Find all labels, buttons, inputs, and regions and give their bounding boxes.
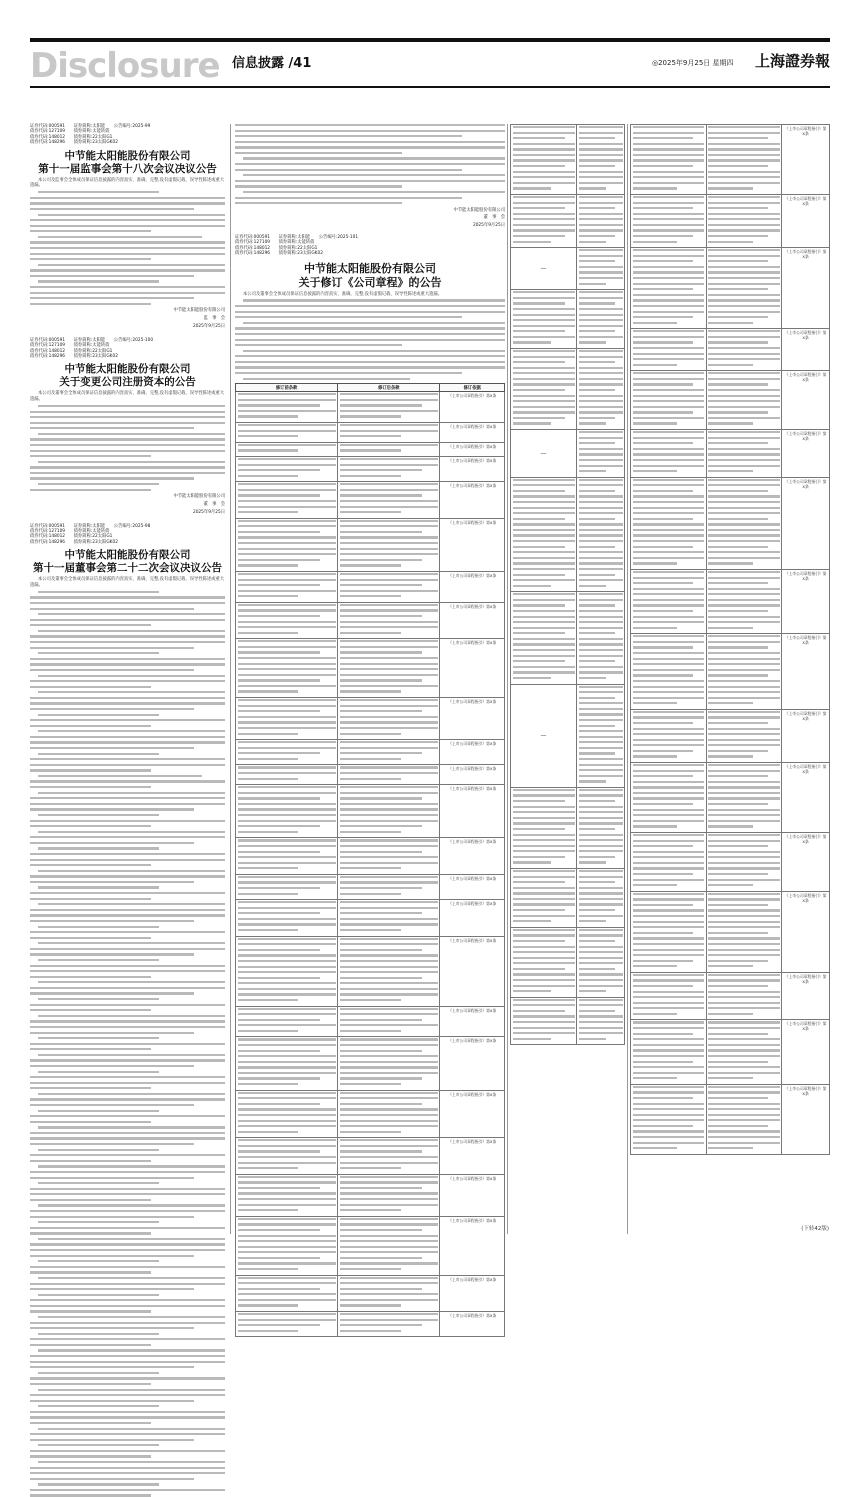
table-row xyxy=(511,869,625,928)
basis-cell: 《上市公司章程指引》第X条 xyxy=(782,329,830,371)
signature-board: 董 事 会 xyxy=(203,502,225,508)
notice-title: 关于修订《公司章程》的公告 xyxy=(298,275,442,289)
original-clause-cell xyxy=(631,569,707,633)
original-clause-cell xyxy=(236,900,338,936)
signature-date: 2025年9月25日 xyxy=(472,223,505,229)
revised-clause-cell xyxy=(577,684,625,787)
revised-clause-cell xyxy=(706,1020,782,1084)
original-clause-cell: — xyxy=(511,684,577,787)
original-clause-cell xyxy=(511,787,577,868)
table-row xyxy=(236,874,505,899)
original-clause-cell xyxy=(511,348,577,429)
revised-clause-cell xyxy=(706,763,782,833)
revised-clause-cell xyxy=(577,787,625,868)
original-clause-cell xyxy=(236,1216,338,1275)
notice-title-company: 中节能太阳能股份有限公司 xyxy=(64,363,191,376)
original-clause-cell xyxy=(236,1037,338,1090)
table-row xyxy=(631,634,830,710)
original-clause-cell xyxy=(631,125,707,195)
table-row xyxy=(236,571,505,602)
table-row xyxy=(631,248,830,329)
original-clause-cell xyxy=(631,1020,707,1084)
revised-clause-cell xyxy=(577,869,625,928)
table-row xyxy=(631,371,830,430)
original-clause-cell xyxy=(511,125,577,195)
original-clause-cell xyxy=(631,430,707,478)
revised-clause-cell xyxy=(338,1037,440,1090)
basis-cell: 《上市公司章程指引》第X条 xyxy=(782,430,830,478)
column-header-basis: 修订依据 xyxy=(440,384,505,392)
revised-clause-cell xyxy=(338,874,440,899)
table-row xyxy=(236,785,505,838)
basis-cell: 《上市公司章程指引》第X条 xyxy=(782,832,830,891)
revised-clause-cell xyxy=(338,602,440,638)
table-row xyxy=(236,838,505,874)
original-clause-cell xyxy=(631,709,707,762)
table-row xyxy=(631,832,830,891)
original-clause-cell xyxy=(511,869,577,928)
table-row xyxy=(236,900,505,936)
original-clause-cell xyxy=(236,1090,338,1138)
basis-cell: 《上市公司章程指引》第X条 xyxy=(440,785,505,838)
original-clause-cell xyxy=(631,248,707,329)
basis-cell: 《上市公司章程指引》第X条 xyxy=(440,423,505,443)
revised-clause-cell xyxy=(338,571,440,602)
revised-clause-cell xyxy=(338,392,440,423)
issue-date: ◎2025年9月25日 星期四 xyxy=(652,59,734,67)
table-row xyxy=(236,1037,505,1090)
table-row xyxy=(236,602,505,638)
table-row xyxy=(511,248,625,290)
revised-clause-cell xyxy=(338,1312,440,1337)
table-row xyxy=(236,936,505,1006)
table-row xyxy=(631,125,830,195)
basis-cell: 《上市公司章程指引》第X条 xyxy=(440,1275,505,1311)
code-line: 债券代码:148012 债券简称:22太阳G1 xyxy=(30,134,113,140)
original-clause-cell xyxy=(631,477,707,569)
basis-cell: 《上市公司章程指引》第X条 xyxy=(782,477,830,569)
basis-cell: 《上市公司章程指引》第X条 xyxy=(440,900,505,936)
original-clause-cell xyxy=(236,518,338,571)
revised-clause-cell xyxy=(338,1138,440,1174)
original-clause-cell xyxy=(236,785,338,838)
basis-cell: 《上市公司章程指引》第X条 xyxy=(440,936,505,1006)
revised-clause-cell xyxy=(577,348,625,429)
table-row xyxy=(236,1006,505,1037)
basis-cell: 《上市公司章程指引》第X条 xyxy=(440,874,505,899)
table-row xyxy=(236,1312,505,1337)
column-divider xyxy=(627,124,628,1234)
table-row xyxy=(631,477,830,569)
table-row xyxy=(511,477,625,592)
revised-clause-cell xyxy=(706,634,782,710)
original-clause-cell xyxy=(236,874,338,899)
revised-clause-cell xyxy=(338,423,440,443)
table-row xyxy=(631,972,830,1020)
revised-clause-cell xyxy=(338,518,440,571)
revised-clause-cell xyxy=(338,785,440,838)
table-row xyxy=(236,765,505,785)
table-row xyxy=(631,891,830,972)
original-clause-cell xyxy=(236,1312,338,1337)
original-clause-cell xyxy=(236,602,338,638)
table-row xyxy=(236,1090,505,1138)
table-row xyxy=(511,125,625,195)
basis-cell: 《上市公司章程指引》第X条 xyxy=(782,1084,830,1154)
original-clause-cell xyxy=(236,698,338,740)
revised-clause-cell xyxy=(338,1006,440,1037)
revised-clause-cell xyxy=(706,1084,782,1154)
basis-cell: 《上市公司章程指引》第X条 xyxy=(782,125,830,195)
basis-cell: 《上市公司章程指引》第X条 xyxy=(440,1037,505,1090)
table-row xyxy=(511,592,625,684)
original-clause-cell xyxy=(511,290,577,349)
original-clause-cell xyxy=(511,997,577,1045)
basis-cell: 《上市公司章程指引》第X条 xyxy=(440,1138,505,1174)
revised-clause-cell xyxy=(577,430,625,478)
table-row xyxy=(236,518,505,571)
signature-date: 2025年9月25日 xyxy=(192,323,225,329)
revised-clause-cell xyxy=(338,482,440,518)
original-clause-cell xyxy=(511,477,577,592)
code-line: 债券代码:148012 债券简称:22太阳G1 xyxy=(30,348,113,354)
table-row xyxy=(236,740,505,765)
revised-clause-cell xyxy=(706,972,782,1020)
table-row xyxy=(236,456,505,481)
code-line: 债券代码:148012 债券简称:22太阳G1 xyxy=(30,534,113,540)
basis-cell: 《上市公司章程指引》第X条 xyxy=(440,1216,505,1275)
masthead xyxy=(30,38,830,90)
original-clause-cell xyxy=(236,740,338,765)
newspaper-logo: 上海證券報 xyxy=(754,52,830,70)
code-line: 债券代码:148012 债券简称:22太阳G1 xyxy=(235,245,318,251)
original-clause-cell xyxy=(631,832,707,891)
amendment-table-body xyxy=(236,392,505,1337)
amendment-table-body xyxy=(511,125,625,1045)
table-row xyxy=(511,290,625,349)
original-clause-cell xyxy=(236,482,338,518)
table-row xyxy=(236,1174,505,1216)
column-center-right xyxy=(510,124,625,1246)
basis-cell: 《上市公司章程指引》第X条 xyxy=(440,740,505,765)
basis-cell: 《上市公司章程指引》第X条 xyxy=(782,371,830,430)
continued-on-page: (下转42版) xyxy=(801,1226,829,1232)
basis-cell: 《上市公司章程指引》第X条 xyxy=(782,194,830,247)
revised-clause-cell xyxy=(706,125,782,195)
basis-cell: 《上市公司章程指引》第X条 xyxy=(440,698,505,740)
disclaimer: 本公司及监事会全体成员保证信息披露的内容真实、准确、完整,没有虚假记载、误导性陈述或重大遗漏。 xyxy=(30,177,225,189)
code-line: 债券代码:127109 债券简称:太能转债 xyxy=(30,129,110,135)
revised-clause-cell xyxy=(577,248,625,290)
table-row xyxy=(631,430,830,478)
revised-clause-cell xyxy=(706,248,782,329)
revised-clause-cell xyxy=(338,838,440,874)
original-clause-cell xyxy=(236,838,338,874)
code-line: 债券代码:148296 债券简称:23太阳GK02 xyxy=(30,353,118,359)
table-row xyxy=(631,1084,830,1154)
signature-company: 中节能太阳能股份有限公司 xyxy=(173,308,225,314)
notice-codes xyxy=(30,124,225,146)
basis-cell: 《上市公司章程指引》第X条 xyxy=(440,518,505,571)
original-clause-cell xyxy=(236,936,338,1006)
notice-title-company: 中节能太阳能股份有限公司 xyxy=(64,549,191,562)
basis-cell: 《上市公司章程指引》第X条 xyxy=(782,634,830,710)
table-row xyxy=(236,1138,505,1174)
original-clause-cell xyxy=(236,1275,338,1311)
notice-codes xyxy=(30,338,225,360)
revised-clause-cell xyxy=(706,891,782,972)
original-clause-cell xyxy=(511,927,577,997)
table-row xyxy=(511,927,625,997)
basis-cell: 《上市公司章程指引》第X条 xyxy=(782,972,830,1020)
basis-cell: 《上市公司章程指引》第X条 xyxy=(782,763,830,833)
original-clause-cell xyxy=(236,1174,338,1216)
articles-amendment-notice xyxy=(235,235,505,1337)
amendment-table-continued xyxy=(510,124,625,1045)
notice-title: 第十一届监事会第十八次会议决议公告 xyxy=(38,162,217,175)
basis-cell: 《上市公司章程指引》第X条 xyxy=(440,1312,505,1337)
table-row xyxy=(236,482,505,518)
board-resolution-notice xyxy=(30,524,225,1497)
disclaimer: 本公司及董事会全体成员保证信息披露的内容真实、准确、完整,没有虚假记载、误导性陈述或重大遗漏。 xyxy=(30,577,225,589)
table-row xyxy=(631,1020,830,1084)
revised-clause-cell xyxy=(577,592,625,684)
revised-clause-cell xyxy=(706,832,782,891)
supervisory-board-notice xyxy=(30,124,225,330)
table-row xyxy=(511,787,625,868)
column-header-revised: 修订后条款 xyxy=(338,384,440,392)
revised-clause-cell xyxy=(338,442,440,456)
original-clause-cell xyxy=(631,763,707,833)
table-row xyxy=(236,442,505,456)
notice-body xyxy=(235,299,505,379)
revised-clause-cell xyxy=(338,900,440,936)
amendment-table xyxy=(235,383,505,1337)
table-row xyxy=(236,698,505,740)
column-divider xyxy=(507,124,508,1234)
table-row xyxy=(511,684,625,787)
original-clause-cell xyxy=(236,392,338,423)
revised-clause-cell xyxy=(338,1090,440,1138)
revised-clause-cell xyxy=(338,1216,440,1275)
revised-clause-cell xyxy=(338,1174,440,1216)
original-clause-cell xyxy=(236,442,338,456)
code-line: 债券代码:148296 债券简称:23太阳GK02 xyxy=(30,140,118,146)
original-clause-cell xyxy=(631,371,707,430)
signature-date: 2025年9月25日 xyxy=(192,509,225,515)
column-center xyxy=(235,124,505,1319)
basis-cell: 《上市公司章程指引》第X条 xyxy=(440,392,505,423)
signature-company: 中节能太阳能股份有限公司 xyxy=(453,207,505,213)
original-clause-cell xyxy=(236,765,338,785)
basis-cell: 《上市公司章程指引》第X条 xyxy=(782,891,830,972)
amendment-table-body xyxy=(631,125,830,1155)
code-line: 债券代码:148296 债券简称:23太阳GK02 xyxy=(235,251,323,257)
table-row xyxy=(236,1275,505,1311)
revised-clause-cell xyxy=(706,477,782,569)
revised-clause-cell xyxy=(338,698,440,740)
code-line: 证券代码:000591 证券简称:太阳能 公告编号:2025-98 xyxy=(30,523,151,529)
disclosure-wordmark: Disclosure xyxy=(30,46,220,86)
column-divider xyxy=(230,124,231,1234)
code-line: 证券代码:000591 证券简称:太阳能 公告编号:2025-101 xyxy=(235,235,359,241)
table-row xyxy=(631,569,830,633)
notice-title: 关于变更公司注册资本的公告 xyxy=(59,376,196,389)
masthead-top-rule xyxy=(30,38,830,42)
revised-clause-cell xyxy=(706,329,782,371)
disclaimer: 本公司及董事会全体成员保证信息披露的内容真实、准确、完整,没有虚假记载、误导性陈述或重大遗漏。 xyxy=(30,391,225,403)
revised-clause-cell xyxy=(706,709,782,762)
revised-clause-cell xyxy=(577,927,625,997)
notice-title-company: 中节能太阳能股份有限公司 xyxy=(304,261,436,275)
signature-board: 监 事 会 xyxy=(203,316,225,322)
original-clause-cell xyxy=(631,1084,707,1154)
notice-body xyxy=(30,591,225,1497)
table-row xyxy=(631,709,830,762)
original-clause-cell xyxy=(236,639,338,698)
revised-clause-cell xyxy=(706,569,782,633)
revised-clause-cell xyxy=(338,765,440,785)
masthead-bottom-rule xyxy=(30,86,830,88)
original-clause-cell xyxy=(511,592,577,684)
notice-body xyxy=(30,191,225,305)
revised-clause-cell xyxy=(338,639,440,698)
basis-cell: 《上市公司章程指引》第X条 xyxy=(440,456,505,481)
code-line: 证券代码:000591 证券简称:太阳能 公告编号:2025-99 xyxy=(30,124,151,129)
revised-clause-cell xyxy=(338,456,440,481)
column-header-original: 修订前条款 xyxy=(236,384,338,392)
revised-clause-cell xyxy=(577,997,625,1045)
disclaimer: 本公司及董事会全体成员保证信息披露的内容真实、准确、完整,没有虚假记载、误导性陈述或重大遗漏。 xyxy=(243,291,443,297)
continued-text xyxy=(235,124,505,204)
basis-cell: 《上市公司章程指引》第X条 xyxy=(440,838,505,874)
table-row xyxy=(511,348,625,429)
table-row xyxy=(236,1216,505,1275)
revised-clause-cell xyxy=(577,290,625,349)
signature-company: 中节能太阳能股份有限公司 xyxy=(173,494,225,500)
signature-board: 董 事 会 xyxy=(483,215,505,221)
original-clause-cell xyxy=(631,891,707,972)
basis-cell: 《上市公司章程指引》第X条 xyxy=(440,1174,505,1216)
code-line: 证券代码:000591 证券简称:太阳能 公告编号:2025-100 xyxy=(30,337,154,343)
original-clause-cell: — xyxy=(511,430,577,478)
basis-cell: 《上市公司章程指引》第X条 xyxy=(440,1090,505,1138)
basis-cell: 《上市公司章程指引》第X条 xyxy=(782,248,830,329)
table-row xyxy=(511,997,625,1045)
revised-clause-cell xyxy=(577,194,625,247)
basis-cell: 《上市公司章程指引》第X条 xyxy=(440,639,505,698)
notice-body xyxy=(30,405,225,491)
revised-clause-cell xyxy=(706,194,782,247)
original-clause-cell xyxy=(236,1138,338,1174)
notice-title: 第十一届董事会第二十二次会议决议公告 xyxy=(33,562,222,575)
table-row xyxy=(631,763,830,833)
basis-cell: 《上市公司章程指引》第X条 xyxy=(440,602,505,638)
basis-cell: 《上市公司章程指引》第X条 xyxy=(782,1020,830,1084)
original-clause-cell xyxy=(236,456,338,481)
table-row xyxy=(631,194,830,247)
code-line: 债券代码:127109 债券简称:太能转债 xyxy=(235,240,315,246)
original-clause-cell xyxy=(236,1006,338,1037)
table-header-row xyxy=(236,384,505,392)
basis-cell: 《上市公司章程指引》第X条 xyxy=(782,709,830,762)
table-row xyxy=(631,329,830,371)
revised-clause-cell xyxy=(577,125,625,195)
original-clause-cell: — xyxy=(511,248,577,290)
revised-clause-cell xyxy=(338,936,440,1006)
revised-clause-cell xyxy=(338,1275,440,1311)
revised-clause-cell xyxy=(706,371,782,430)
notice-codes xyxy=(30,524,225,546)
table-row xyxy=(236,639,505,698)
basis-cell: 《上市公司章程指引》第X条 xyxy=(440,1006,505,1037)
original-clause-cell xyxy=(631,329,707,371)
section-title: 信息披露 /41 xyxy=(232,56,312,71)
table-row xyxy=(236,423,505,443)
table-row xyxy=(511,194,625,247)
code-line: 债券代码:127109 债券简称:太能转债 xyxy=(30,343,110,349)
original-clause-cell xyxy=(236,423,338,443)
notice-title-company: 中节能太阳能股份有限公司 xyxy=(64,149,191,162)
code-line: 债券代码:148296 债券简称:23太阳GK02 xyxy=(30,539,118,545)
amendment-table-continued xyxy=(630,124,830,1155)
column-right xyxy=(630,124,830,1246)
revised-clause-cell xyxy=(577,477,625,592)
table-row xyxy=(236,392,505,423)
original-clause-cell xyxy=(631,194,707,247)
revised-clause-cell xyxy=(706,430,782,478)
basis-cell: 《上市公司章程指引》第X条 xyxy=(440,482,505,518)
notice-codes xyxy=(235,235,505,257)
basis-cell: 《上市公司章程指引》第X条 xyxy=(782,569,830,633)
basis-cell: 《上市公司章程指引》第X条 xyxy=(440,765,505,785)
table-row xyxy=(511,430,625,478)
basis-cell: 《上市公司章程指引》第X条 xyxy=(440,442,505,456)
code-line: 债券代码:127109 债券简称:太能转债 xyxy=(30,529,110,535)
original-clause-cell xyxy=(631,972,707,1020)
column-left xyxy=(30,124,225,1246)
original-clause-cell xyxy=(511,194,577,247)
original-clause-cell xyxy=(631,634,707,710)
revised-clause-cell xyxy=(338,740,440,765)
registered-capital-notice xyxy=(30,338,225,516)
original-clause-cell xyxy=(236,571,338,602)
basis-cell: 《上市公司章程指引》第X条 xyxy=(440,571,505,602)
